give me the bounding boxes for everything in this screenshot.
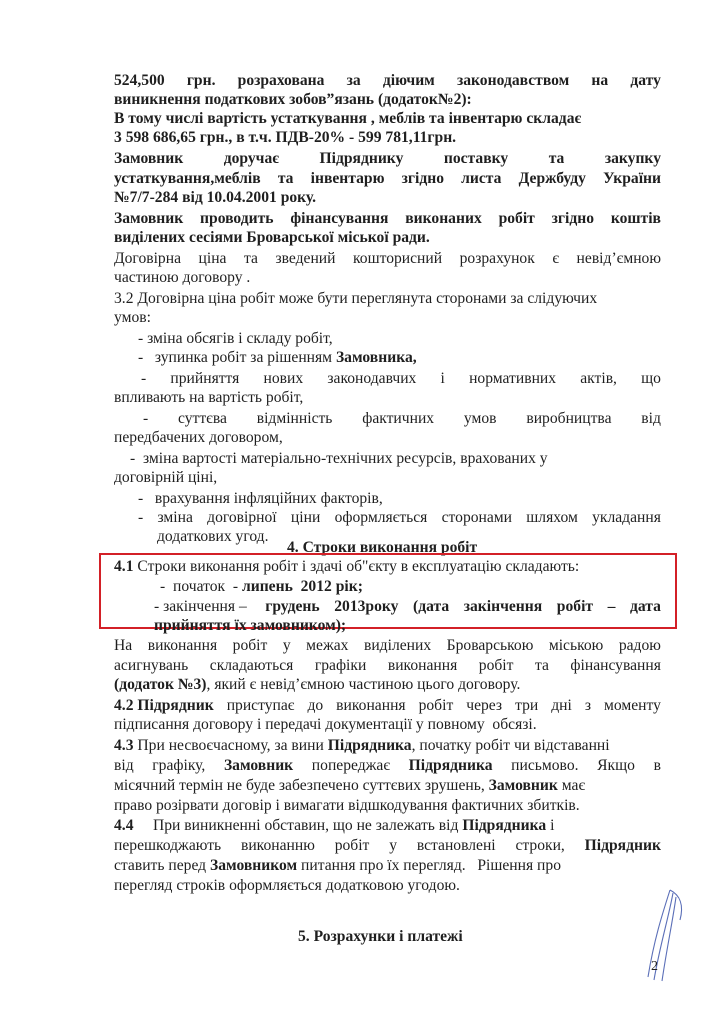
list-item: прийняття їх замовником); — [154, 617, 347, 634]
list-item: - врахування інфляційних факторів, — [138, 490, 383, 507]
para-line: Замовник проводить фінансування виконаних робіт згідно коштів — [114, 210, 661, 227]
para-line: 3.2 Договірна ціна робіт може бути переглянута сторонами за слідуючих — [114, 290, 598, 307]
para-line: частиною договору . — [114, 269, 251, 286]
list-item: - зміна договірної ціни оформляється сторонами шляхом укладання — [138, 509, 661, 526]
list-item: - закінчення – грудень 2013року (дата закінчення робіт – дата — [154, 598, 661, 615]
section-heading: 4. Строки виконання робіт — [287, 539, 478, 556]
page-number: 2 — [651, 959, 658, 974]
para-line: 4.4 При виникненні обставин, що не залежать від Підрядника і — [114, 817, 555, 834]
para-line: На виконання робіт у межах виділених Броварською міською радою — [114, 637, 661, 654]
para-line: виділених сесіями Броварської міської ради. — [114, 229, 430, 246]
list-item: - суттєва відмінність фактичних умов виробництва від — [143, 410, 661, 427]
list-item: - зміна обсягів і складу робіт, — [138, 330, 333, 347]
para-line: 4.2 Підрядник приступає до виконання робіт через три дні з моменту — [114, 697, 661, 714]
list-item: - прийняття нових законодавчих і нормативних актів, що — [141, 370, 661, 387]
para-line: від графіку, Замовник попереджає Підрядника письмово. Якщо в — [114, 757, 661, 774]
section-heading: 5. Розрахунки і платежі — [298, 928, 463, 945]
para-line: ставить перед Замовником питання про їх перегляд. Рішення про — [114, 857, 562, 874]
list-item: - початок - липень 2012 рік; — [160, 578, 363, 595]
para-line: 524,500 грн. розрахована за діючим законодавством на дату — [114, 72, 661, 89]
para-line: підписання договору і передачі документації у повному обсязі. — [114, 716, 537, 733]
para-line: договірній ціні, — [114, 469, 218, 486]
para-line: передбачених договором, — [114, 429, 283, 446]
para-line: №7/7-284 від 10.04.2001 року. — [114, 189, 317, 206]
para-line: 4.3 При несвоєчасному, за вини Підрядника, початку робіт чи відставанні — [114, 737, 610, 754]
para-line: 4.1 Строки виконання робіт і здачі об"єкту в експлуатацію складають: — [114, 558, 580, 575]
para-line: місячний термін не буде забезпечено суттєвих зрушень, Замовник має — [114, 777, 586, 794]
list-item: - зупинка робіт за рішенням Замовника, — [138, 349, 417, 366]
para-line: виникнення податкових зобов”язань (додаток№2): — [114, 91, 472, 108]
para-line: Договірна ціна та зведений кошторисний розрахунок є невід’ємною — [114, 250, 661, 267]
para-line: умов: — [114, 309, 151, 326]
para-line: перегляд строків оформляється додатковою угодою. — [114, 877, 460, 894]
para-line: устаткування,меблів та інвентарю згідно листа Держбуду України — [114, 170, 661, 187]
para-line: впливають на вартість робіт, — [114, 389, 304, 406]
para-line: Замовник доручає Підряднику поставку та закупку — [114, 150, 661, 167]
para-line: асигнувань складаються графіки виконання робіт та фінансування — [114, 657, 661, 674]
para-line: 3 598 686,65 грн., в т.ч. ПДВ-20% - 599 781,11грн. — [114, 129, 457, 146]
signature — [640, 885, 700, 985]
para-line: право розірвати договір і вимагати відшкодування фактичних збитків. — [114, 797, 580, 814]
list-item: - зміна вартості матеріально-технічних ресурсів, врахованих у — [130, 450, 548, 467]
para-line: перешкоджають виконанню робіт у встановлені строки, Підрядник — [114, 837, 661, 854]
para-line: (додаток №3), який є невід’ємною частиною цього договору. — [114, 676, 521, 693]
para-line: додаткових угод. — [157, 528, 269, 545]
para-line: В тому числі вартість устаткування , меблів та інвентарю складає — [114, 110, 582, 127]
